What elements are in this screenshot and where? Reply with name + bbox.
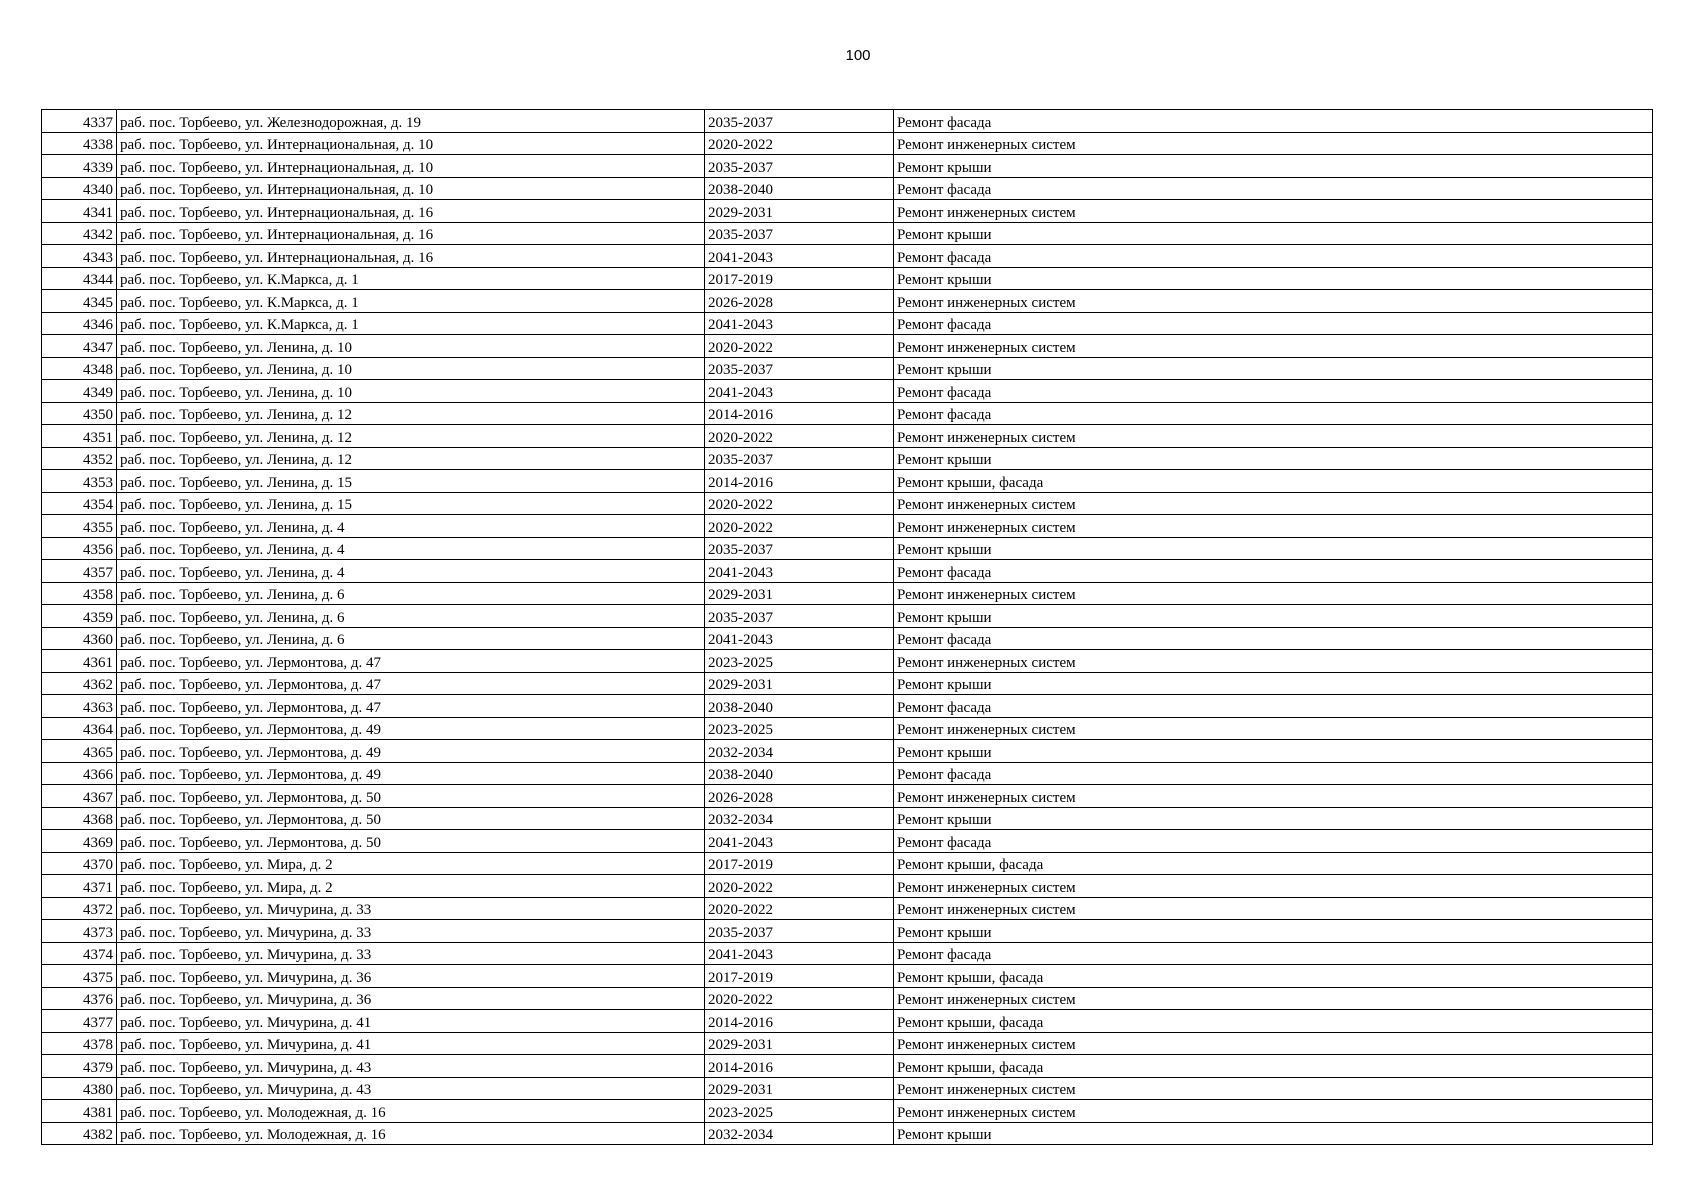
row-number-cell: 4373 [42, 920, 117, 943]
period-cell: 2029-2031 [705, 582, 894, 605]
row-number-cell: 4344 [42, 267, 117, 290]
period-cell: 2029-2031 [705, 1032, 894, 1055]
address-cell: раб. пос. Торбеево, ул. Мичурина, д. 33 [117, 897, 705, 920]
work-type-cell: Ремонт инженерных систем [894, 717, 1653, 740]
table-row [42, 357, 1653, 380]
table-body [42, 110, 1653, 1145]
row-number-cell: 4337 [42, 110, 117, 133]
period-cell: 2035-2037 [705, 920, 894, 943]
address-cell: раб. пос. Торбеево, ул. Интернациональная, д. 16 [117, 245, 705, 268]
row-number-cell: 4378 [42, 1032, 117, 1055]
row-number-cell: 4345 [42, 290, 117, 313]
row-number-cell: 4341 [42, 200, 117, 223]
work-type-cell: Ремонт крыши [894, 605, 1653, 628]
period-cell: 2032-2034 [705, 740, 894, 763]
address-cell: раб. пос. Торбеево, ул. Интернациональная, д. 10 [117, 132, 705, 155]
row-number-cell: 4375 [42, 965, 117, 988]
row-number-cell: 4339 [42, 155, 117, 178]
work-type-cell: Ремонт инженерных систем [894, 492, 1653, 515]
period-cell: 2023-2025 [705, 650, 894, 673]
period-cell: 2038-2040 [705, 177, 894, 200]
table-row [42, 897, 1653, 920]
row-number-cell: 4359 [42, 605, 117, 628]
period-cell: 2023-2025 [705, 717, 894, 740]
table-row [42, 762, 1653, 785]
address-cell: раб. пос. Торбеево, ул. Лермонтова, д. 50 [117, 807, 705, 830]
work-type-cell: Ремонт инженерных систем [894, 200, 1653, 223]
table-row [42, 110, 1653, 133]
address-cell: раб. пос. Торбеево, ул. Лермонтова, д. 50 [117, 830, 705, 853]
work-type-cell: Ремонт инженерных систем [894, 785, 1653, 808]
period-cell: 2017-2019 [705, 852, 894, 875]
work-type-cell: Ремонт крыши [894, 357, 1653, 380]
row-number-cell: 4355 [42, 515, 117, 538]
table-row [42, 177, 1653, 200]
work-type-cell: Ремонт фасада [894, 312, 1653, 335]
row-number-cell: 4353 [42, 470, 117, 493]
table-row [42, 132, 1653, 155]
address-cell: раб. пос. Торбеево, ул. Лермонтова, д. 47 [117, 695, 705, 718]
period-cell: 2014-2016 [705, 1055, 894, 1078]
address-cell: раб. пос. Торбеево, ул. Лермонтова, д. 49 [117, 740, 705, 763]
work-type-cell: Ремонт инженерных систем [894, 1100, 1653, 1123]
table-row [42, 1122, 1653, 1145]
address-cell: раб. пос. Торбеево, ул. Ленина, д. 15 [117, 492, 705, 515]
table-row [42, 245, 1653, 268]
row-number-cell: 4374 [42, 942, 117, 965]
table-row [42, 920, 1653, 943]
work-type-cell: Ремонт инженерных систем [894, 515, 1653, 538]
period-cell: 2035-2037 [705, 155, 894, 178]
address-cell: раб. пос. Торбеево, ул. Железнодорожная, д. 19 [117, 110, 705, 133]
work-type-cell: Ремонт фасада [894, 177, 1653, 200]
address-cell: раб. пос. Торбеево, ул. Ленина, д. 6 [117, 605, 705, 628]
work-type-cell: Ремонт фасада [894, 402, 1653, 425]
table-row [42, 807, 1653, 830]
table-row [42, 402, 1653, 425]
table-row [42, 987, 1653, 1010]
address-cell: раб. пос. Торбеево, ул. Мичурина, д. 43 [117, 1055, 705, 1078]
table-row [42, 312, 1653, 335]
address-cell: раб. пос. Торбеево, ул. Молодежная, д. 16 [117, 1100, 705, 1123]
address-cell: раб. пос. Торбеево, ул. Ленина, д. 12 [117, 425, 705, 448]
work-type-cell: Ремонт фасада [894, 942, 1653, 965]
table-row [42, 470, 1653, 493]
table-row [42, 582, 1653, 605]
period-cell: 2032-2034 [705, 1122, 894, 1145]
period-cell: 2035-2037 [705, 537, 894, 560]
period-cell: 2020-2022 [705, 492, 894, 515]
period-cell: 2020-2022 [705, 987, 894, 1010]
row-number-cell: 4369 [42, 830, 117, 853]
row-number-cell: 4342 [42, 222, 117, 245]
address-cell: раб. пос. Торбеево, ул. Ленина, д. 15 [117, 470, 705, 493]
address-cell: раб. пос. Торбеево, ул. Мичурина, д. 41 [117, 1032, 705, 1055]
address-cell: раб. пос. Торбеево, ул. Мичурина, д. 33 [117, 942, 705, 965]
period-cell: 2020-2022 [705, 875, 894, 898]
work-type-cell: Ремонт инженерных систем [894, 425, 1653, 448]
period-cell: 2029-2031 [705, 1077, 894, 1100]
row-number-cell: 4370 [42, 852, 117, 875]
row-number-cell: 4346 [42, 312, 117, 335]
row-number-cell: 4382 [42, 1122, 117, 1145]
period-cell: 2035-2037 [705, 605, 894, 628]
period-cell: 2038-2040 [705, 762, 894, 785]
table-row [42, 1077, 1653, 1100]
address-cell: раб. пос. Торбеево, ул. Ленина, д. 4 [117, 515, 705, 538]
table-row [42, 290, 1653, 313]
row-number-cell: 4367 [42, 785, 117, 808]
address-cell: раб. пос. Торбеево, ул. Лермонтова, д. 47 [117, 650, 705, 673]
period-cell: 2017-2019 [705, 965, 894, 988]
address-cell: раб. пос. Торбеево, ул. Ленина, д. 4 [117, 537, 705, 560]
table-row [42, 695, 1653, 718]
address-cell: раб. пос. Торбеево, ул. Мира, д. 2 [117, 852, 705, 875]
work-type-cell: Ремонт фасада [894, 245, 1653, 268]
table-row [42, 1010, 1653, 1033]
address-cell: раб. пос. Торбеево, ул. Мира, д. 2 [117, 875, 705, 898]
work-type-cell: Ремонт фасада [894, 380, 1653, 403]
row-number-cell: 4360 [42, 627, 117, 650]
work-type-cell: Ремонт крыши [894, 447, 1653, 470]
row-number-cell: 4354 [42, 492, 117, 515]
period-cell: 2029-2031 [705, 672, 894, 695]
row-number-cell: 4347 [42, 335, 117, 358]
row-number-cell: 4381 [42, 1100, 117, 1123]
work-type-cell: Ремонт инженерных систем [894, 582, 1653, 605]
work-type-cell: Ремонт крыши [894, 155, 1653, 178]
row-number-cell: 4368 [42, 807, 117, 830]
table-row [42, 200, 1653, 223]
address-cell: раб. пос. Торбеево, ул. Мичурина, д. 41 [117, 1010, 705, 1033]
work-type-cell: Ремонт крыши [894, 920, 1653, 943]
address-cell: раб. пос. Торбеево, ул. Мичурина, д. 36 [117, 987, 705, 1010]
period-cell: 2020-2022 [705, 897, 894, 920]
row-number-cell: 4357 [42, 560, 117, 583]
address-cell: раб. пос. Торбеево, ул. К.Маркса, д. 1 [117, 312, 705, 335]
capital-repair-table [41, 109, 1653, 1145]
table-row [42, 1032, 1653, 1055]
period-cell: 2014-2016 [705, 1010, 894, 1033]
period-cell: 2035-2037 [705, 222, 894, 245]
table-row [42, 627, 1653, 650]
row-number-cell: 4343 [42, 245, 117, 268]
address-cell: раб. пос. Торбеево, ул. Мичурина, д. 43 [117, 1077, 705, 1100]
work-type-cell: Ремонт крыши [894, 1122, 1653, 1145]
address-cell: раб. пос. Торбеево, ул. Ленина, д. 12 [117, 447, 705, 470]
period-cell: 2026-2028 [705, 290, 894, 313]
row-number-cell: 4352 [42, 447, 117, 470]
period-cell: 2041-2043 [705, 830, 894, 853]
work-type-cell: Ремонт крыши [894, 672, 1653, 695]
period-cell: 2017-2019 [705, 267, 894, 290]
address-cell: раб. пос. Торбеево, ул. Ленина, д. 10 [117, 380, 705, 403]
row-number-cell: 4380 [42, 1077, 117, 1100]
row-number-cell: 4372 [42, 897, 117, 920]
work-type-cell: Ремонт крыши [894, 807, 1653, 830]
work-type-cell: Ремонт инженерных систем [894, 650, 1653, 673]
table-row [42, 605, 1653, 628]
work-type-cell: Ремонт фасада [894, 830, 1653, 853]
table-row [42, 537, 1653, 560]
period-cell: 2041-2043 [705, 312, 894, 335]
address-cell: раб. пос. Торбеево, ул. К.Маркса, д. 1 [117, 290, 705, 313]
work-type-cell: Ремонт инженерных систем [894, 1032, 1653, 1055]
work-type-cell: Ремонт инженерных систем [894, 132, 1653, 155]
address-cell: раб. пос. Торбеево, ул. Лермонтова, д. 49 [117, 717, 705, 740]
table-row [42, 740, 1653, 763]
period-cell: 2041-2043 [705, 627, 894, 650]
table-row [42, 1100, 1653, 1123]
period-cell: 2035-2037 [705, 357, 894, 380]
period-cell: 2023-2025 [705, 1100, 894, 1123]
work-type-cell: Ремонт крыши [894, 267, 1653, 290]
table-row [42, 222, 1653, 245]
work-type-cell: Ремонт фасада [894, 627, 1653, 650]
period-cell: 2014-2016 [705, 402, 894, 425]
address-cell: раб. пос. Торбеево, ул. Мичурина, д. 33 [117, 920, 705, 943]
work-type-cell: Ремонт инженерных систем [894, 335, 1653, 358]
address-cell: раб. пос. Торбеево, ул. Лермонтова, д. 47 [117, 672, 705, 695]
address-cell: раб. пос. Торбеево, ул. Интернациональная, д. 10 [117, 155, 705, 178]
period-cell: 2035-2037 [705, 447, 894, 470]
row-number-cell: 4338 [42, 132, 117, 155]
period-cell: 2035-2037 [705, 110, 894, 133]
work-type-cell: Ремонт фасада [894, 110, 1653, 133]
row-number-cell: 4358 [42, 582, 117, 605]
table-row [42, 515, 1653, 538]
work-type-cell: Ремонт инженерных систем [894, 290, 1653, 313]
row-number-cell: 4364 [42, 717, 117, 740]
work-type-cell: Ремонт крыши, фасада [894, 1055, 1653, 1078]
work-type-cell: Ремонт фасада [894, 560, 1653, 583]
address-cell: раб. пос. Торбеево, ул. Ленина, д. 4 [117, 560, 705, 583]
table-row [42, 650, 1653, 673]
row-number-cell: 4351 [42, 425, 117, 448]
period-cell: 2041-2043 [705, 245, 894, 268]
period-cell: 2041-2043 [705, 380, 894, 403]
row-number-cell: 4376 [42, 987, 117, 1010]
work-type-cell: Ремонт инженерных систем [894, 875, 1653, 898]
table-row [42, 830, 1653, 853]
table-row [42, 380, 1653, 403]
row-number-cell: 4348 [42, 357, 117, 380]
period-cell: 2020-2022 [705, 425, 894, 448]
address-cell: раб. пос. Торбеево, ул. Ленина, д. 6 [117, 627, 705, 650]
work-type-cell: Ремонт крыши, фасада [894, 965, 1653, 988]
address-cell: раб. пос. Торбеево, ул. Интернациональная, д. 10 [117, 177, 705, 200]
page-number: 100 [845, 47, 871, 64]
table-row [42, 942, 1653, 965]
address-cell: раб. пос. Торбеево, ул. Ленина, д. 10 [117, 335, 705, 358]
row-number-cell: 4365 [42, 740, 117, 763]
table-row [42, 492, 1653, 515]
address-cell: раб. пос. Торбеево, ул. Ленина, д. 6 [117, 582, 705, 605]
address-cell: раб. пос. Торбеево, ул. Молодежная, д. 16 [117, 1122, 705, 1145]
work-type-cell: Ремонт крыши, фасада [894, 470, 1653, 493]
work-type-cell: Ремонт крыши, фасада [894, 852, 1653, 875]
period-cell: 2020-2022 [705, 335, 894, 358]
table-row [42, 155, 1653, 178]
row-number-cell: 4371 [42, 875, 117, 898]
table-row [42, 875, 1653, 898]
table-row [42, 852, 1653, 875]
address-cell: раб. пос. Торбеево, ул. Интернациональная, д. 16 [117, 222, 705, 245]
work-type-cell: Ремонт фасада [894, 762, 1653, 785]
period-cell: 2014-2016 [705, 470, 894, 493]
period-cell: 2029-2031 [705, 200, 894, 223]
row-number-cell: 4349 [42, 380, 117, 403]
table-row [42, 267, 1653, 290]
address-cell: раб. пос. Торбеево, ул. Лермонтова, д. 49 [117, 762, 705, 785]
row-number-cell: 4362 [42, 672, 117, 695]
address-cell: раб. пос. Торбеево, ул. Лермонтова, д. 50 [117, 785, 705, 808]
address-cell: раб. пос. Торбеево, ул. Ленина, д. 10 [117, 357, 705, 380]
table-row [42, 1055, 1653, 1078]
period-cell: 2020-2022 [705, 515, 894, 538]
work-type-cell: Ремонт фасада [894, 695, 1653, 718]
work-type-cell: Ремонт крыши [894, 537, 1653, 560]
table-row [42, 785, 1653, 808]
work-type-cell: Ремонт крыши [894, 740, 1653, 763]
address-cell: раб. пос. Торбеево, ул. Интернациональная, д. 16 [117, 200, 705, 223]
period-cell: 2026-2028 [705, 785, 894, 808]
address-cell: раб. пос. Торбеево, ул. К.Маркса, д. 1 [117, 267, 705, 290]
work-type-cell: Ремонт крыши [894, 222, 1653, 245]
work-type-cell: Ремонт крыши, фасада [894, 1010, 1653, 1033]
address-cell: раб. пос. Торбеево, ул. Ленина, д. 12 [117, 402, 705, 425]
row-number-cell: 4379 [42, 1055, 117, 1078]
table-row [42, 447, 1653, 470]
period-cell: 2038-2040 [705, 695, 894, 718]
period-cell: 2032-2034 [705, 807, 894, 830]
table-row [42, 965, 1653, 988]
row-number-cell: 4361 [42, 650, 117, 673]
row-number-cell: 4366 [42, 762, 117, 785]
work-type-cell: Ремонт инженерных систем [894, 897, 1653, 920]
table-row [42, 335, 1653, 358]
row-number-cell: 4363 [42, 695, 117, 718]
work-type-cell: Ремонт инженерных систем [894, 1077, 1653, 1100]
row-number-cell: 4340 [42, 177, 117, 200]
row-number-cell: 4350 [42, 402, 117, 425]
period-cell: 2041-2043 [705, 560, 894, 583]
row-number-cell: 4377 [42, 1010, 117, 1033]
work-type-cell: Ремонт инженерных систем [894, 987, 1653, 1010]
address-cell: раб. пос. Торбеево, ул. Мичурина, д. 36 [117, 965, 705, 988]
row-number-cell: 4356 [42, 537, 117, 560]
period-cell: 2041-2043 [705, 942, 894, 965]
table-row [42, 560, 1653, 583]
table-row [42, 717, 1653, 740]
table-row [42, 425, 1653, 448]
period-cell: 2020-2022 [705, 132, 894, 155]
table-row [42, 672, 1653, 695]
